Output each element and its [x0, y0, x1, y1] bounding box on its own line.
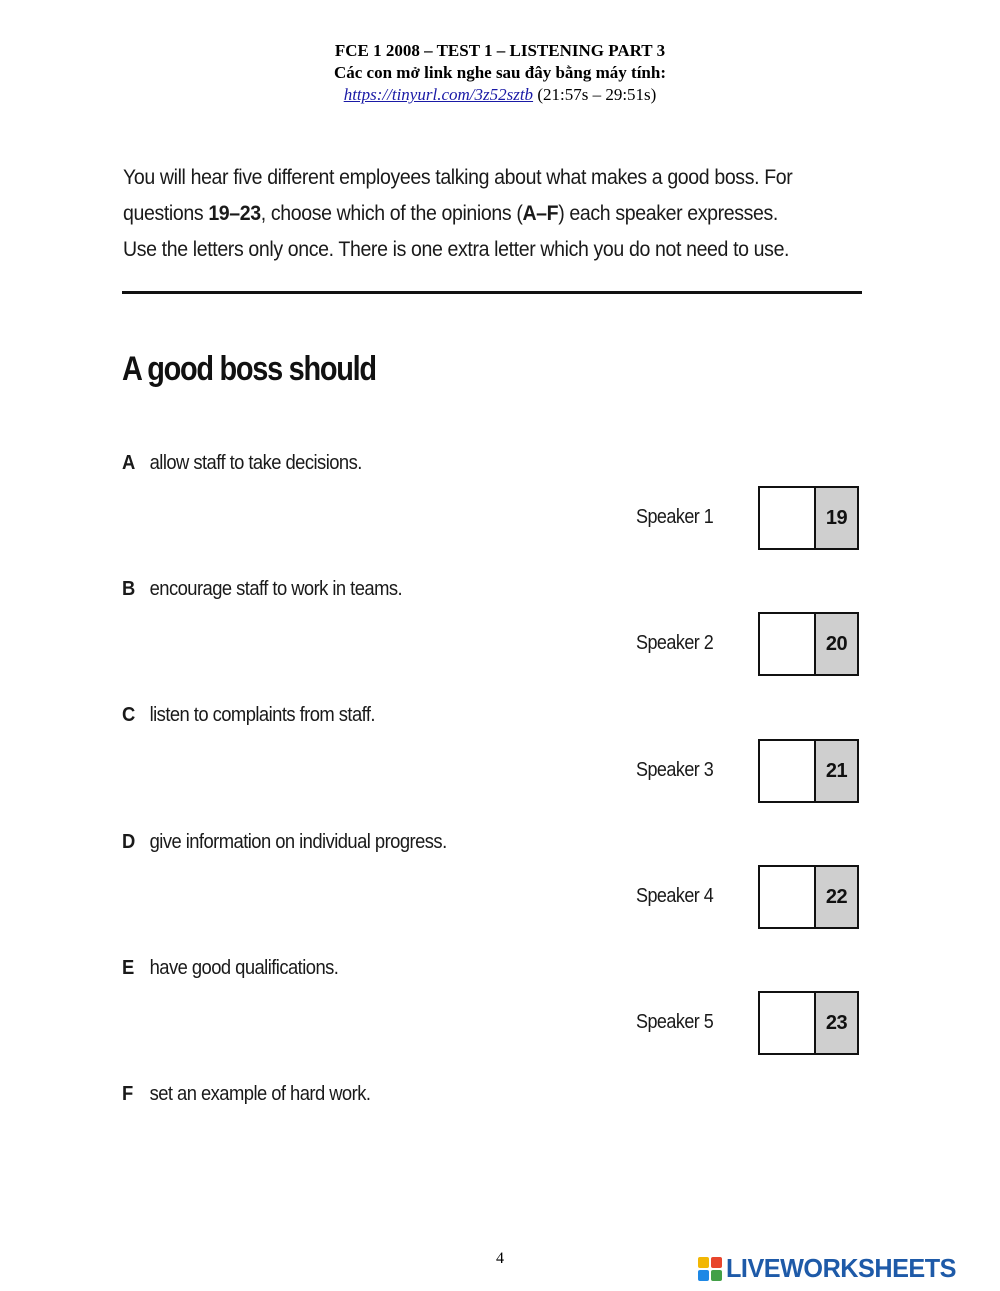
speaker-1-label: Speaker 1 — [636, 506, 714, 528]
section-title: A good boss should — [122, 350, 376, 388]
question-number: 19 — [816, 488, 857, 548]
instructions-text-3: ) each speaker expresses. Use the letters only once. There is one extra letter which you do not need to use. — [123, 202, 790, 261]
answer-box-23 — [758, 991, 859, 1055]
speaker-2-label: Speaker 2 — [636, 632, 714, 654]
answer-input[interactable] — [760, 993, 816, 1053]
option-letter: D — [122, 831, 135, 853]
logo-block — [711, 1257, 722, 1268]
option-text: encourage staff to work in teams. — [149, 578, 403, 600]
liveworksheets-logo — [698, 1253, 963, 1284]
answer-input[interactable] — [760, 867, 816, 927]
instructions — [123, 160, 811, 268]
option-text: listen to complaints from staff. — [149, 704, 375, 726]
audio-link-line — [0, 84, 1000, 106]
speaker-3-label: Speaker 3 — [636, 759, 714, 781]
instructions-text-2: , choose which of the opinions ( — [260, 202, 523, 225]
question-number: 20 — [816, 614, 857, 674]
option-letter: B — [122, 578, 135, 600]
logo-icon — [698, 1257, 722, 1281]
option-a — [122, 452, 362, 475]
option-text: have good qualifications. — [149, 957, 339, 979]
speaker-5-label: Speaker 5 — [636, 1011, 714, 1033]
instructions-text-1: You will hear five different employees talking about what makes a good boss. For questions — [123, 166, 793, 225]
answer-input[interactable] — [760, 741, 816, 801]
option-b — [122, 578, 402, 601]
speaker-4-label: Speaker 4 — [636, 885, 714, 907]
answer-input[interactable] — [760, 614, 816, 674]
option-letter: A — [122, 452, 135, 474]
option-e — [122, 957, 338, 980]
option-c — [122, 704, 375, 727]
logo-block — [711, 1270, 722, 1281]
page-number: 4 — [496, 1250, 504, 1267]
question-number: 23 — [816, 993, 857, 1053]
option-letter: E — [122, 957, 134, 979]
option-d — [122, 831, 447, 854]
answer-input[interactable] — [760, 488, 816, 548]
logo-text: LIVEWORKSHEETS — [726, 1253, 957, 1283]
answer-box-22 — [758, 865, 859, 929]
divider — [122, 291, 862, 294]
answer-box-19 — [758, 486, 859, 550]
logo-block — [698, 1257, 709, 1268]
option-letter: C — [122, 704, 135, 726]
document-title: FCE 1 2008 – TEST 1 – LISTENING PART 3 — [334, 41, 666, 60]
option-f — [122, 1083, 370, 1106]
option-letter: F — [122, 1083, 133, 1105]
option-text: give information on individual progress. — [149, 831, 447, 853]
audio-link[interactable]: https://tinyurl.com/3z52sztb — [343, 85, 534, 104]
time-range: (21:57s – 29:51s) — [537, 85, 657, 104]
question-number: 21 — [816, 741, 857, 801]
document-header — [0, 40, 1000, 106]
answer-box-21 — [758, 739, 859, 803]
option-text: allow staff to take decisions. — [149, 452, 362, 474]
answer-box-20 — [758, 612, 859, 676]
question-number: 22 — [816, 867, 857, 927]
logo-block — [698, 1270, 709, 1281]
question-range: 19–23 — [208, 202, 261, 225]
option-text: set an example of hard work. — [149, 1083, 371, 1105]
document-subtitle: Các con mở link nghe sau đây bằng máy tính: — [333, 63, 666, 82]
letter-range: A–F — [522, 202, 559, 225]
